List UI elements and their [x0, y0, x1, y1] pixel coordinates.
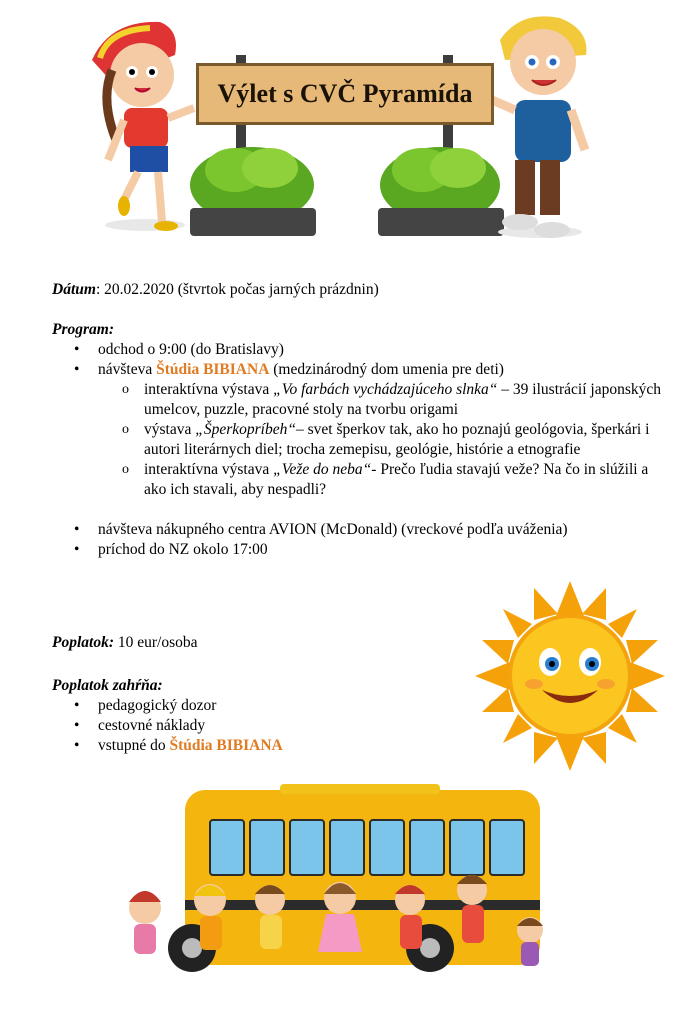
fee-includes-section [52, 676, 452, 756]
list-item: • pedagogický dozor [52, 696, 452, 716]
program-sublist [98, 380, 672, 500]
program-list-2 [52, 520, 672, 560]
date-label: Dátum [52, 281, 96, 298]
list-item: • cestovné náklady [52, 716, 452, 736]
bush-right-icon [378, 147, 504, 236]
program-label: Program: [52, 321, 114, 338]
fee-line [52, 633, 198, 653]
page-title: Výlet s CVČ Pyramída [217, 79, 473, 108]
program-list [52, 340, 672, 500]
fee-includes-label: Poplatok zahŕňa: [52, 677, 163, 694]
list-item: • návšteva nákupného centra AVION (McDonald) (vreckové podľa uváženia) [52, 520, 672, 540]
list-item: o interaktívna výstava „Vo farbách vychádzajúceho slnka“ – 39 ilustrácií japonských umelcov, puzzle, pracovné stoly na tvorbu origami [98, 380, 672, 420]
studio-name: Štúdia BIBIANA [169, 737, 283, 754]
studio-name: Štúdia BIBIANA [156, 361, 270, 378]
list-item: • vstupné do Štúdia BIBIANA [52, 736, 452, 756]
girl-icon [92, 22, 194, 231]
title-sign [196, 63, 494, 125]
fee-value: 10 eur/osoba [114, 634, 198, 651]
fee-includes-list [52, 696, 452, 756]
date-value: : 20.02.2020 (štvrtok počas jarných prázdnin) [95, 281, 379, 298]
list-item: o interaktívna výstava „Veže do neba“- Prečo ľudia stavajú veže? Na čo in slúžili a ako ich stavali, aby nespadli? [98, 460, 672, 500]
list-item: • odchod o 9:00 (do Bratislavy) [52, 340, 672, 360]
bus-with-kids-icon [110, 780, 560, 990]
header-illustration [0, 0, 700, 260]
sun-icon [472, 578, 668, 774]
boy-icon [492, 16, 586, 238]
list-item: • návšteva Štúdia BIBIANA (medzinárodný dom umenia pre deti) o interaktívna výstava „Vo farbách vychádzajúceho slnka“ – 39 ilustrácií japonských umelcov, puzzle, pracovné stoly na tvorbu origami o výstava „Šperkopríbeh“– svet šperkov tak, ako ho poznajú geológovia, šperkári i autori literárnych diel; trocha zemepisu, geológie, histórie a etnografie o interaktívna výstava „Veže do neba“- Prečo ľudia stavajú veže? Na čo in slúžili a ako ich stavali, aby nespadli? [52, 360, 672, 500]
date-line [52, 280, 379, 300]
list-item: • príchod do NZ okolo 17:00 [52, 540, 672, 560]
program-section [52, 320, 672, 560]
fee-label: Poplatok: [52, 634, 114, 651]
list-item: o výstava „Šperkopríbeh“– svet šperkov tak, ako ho poznajú geológovia, šperkári i autori literárnych diel; trocha zemepisu, geológie, histórie a etnografie [98, 420, 672, 460]
bush-left-icon [190, 147, 316, 236]
